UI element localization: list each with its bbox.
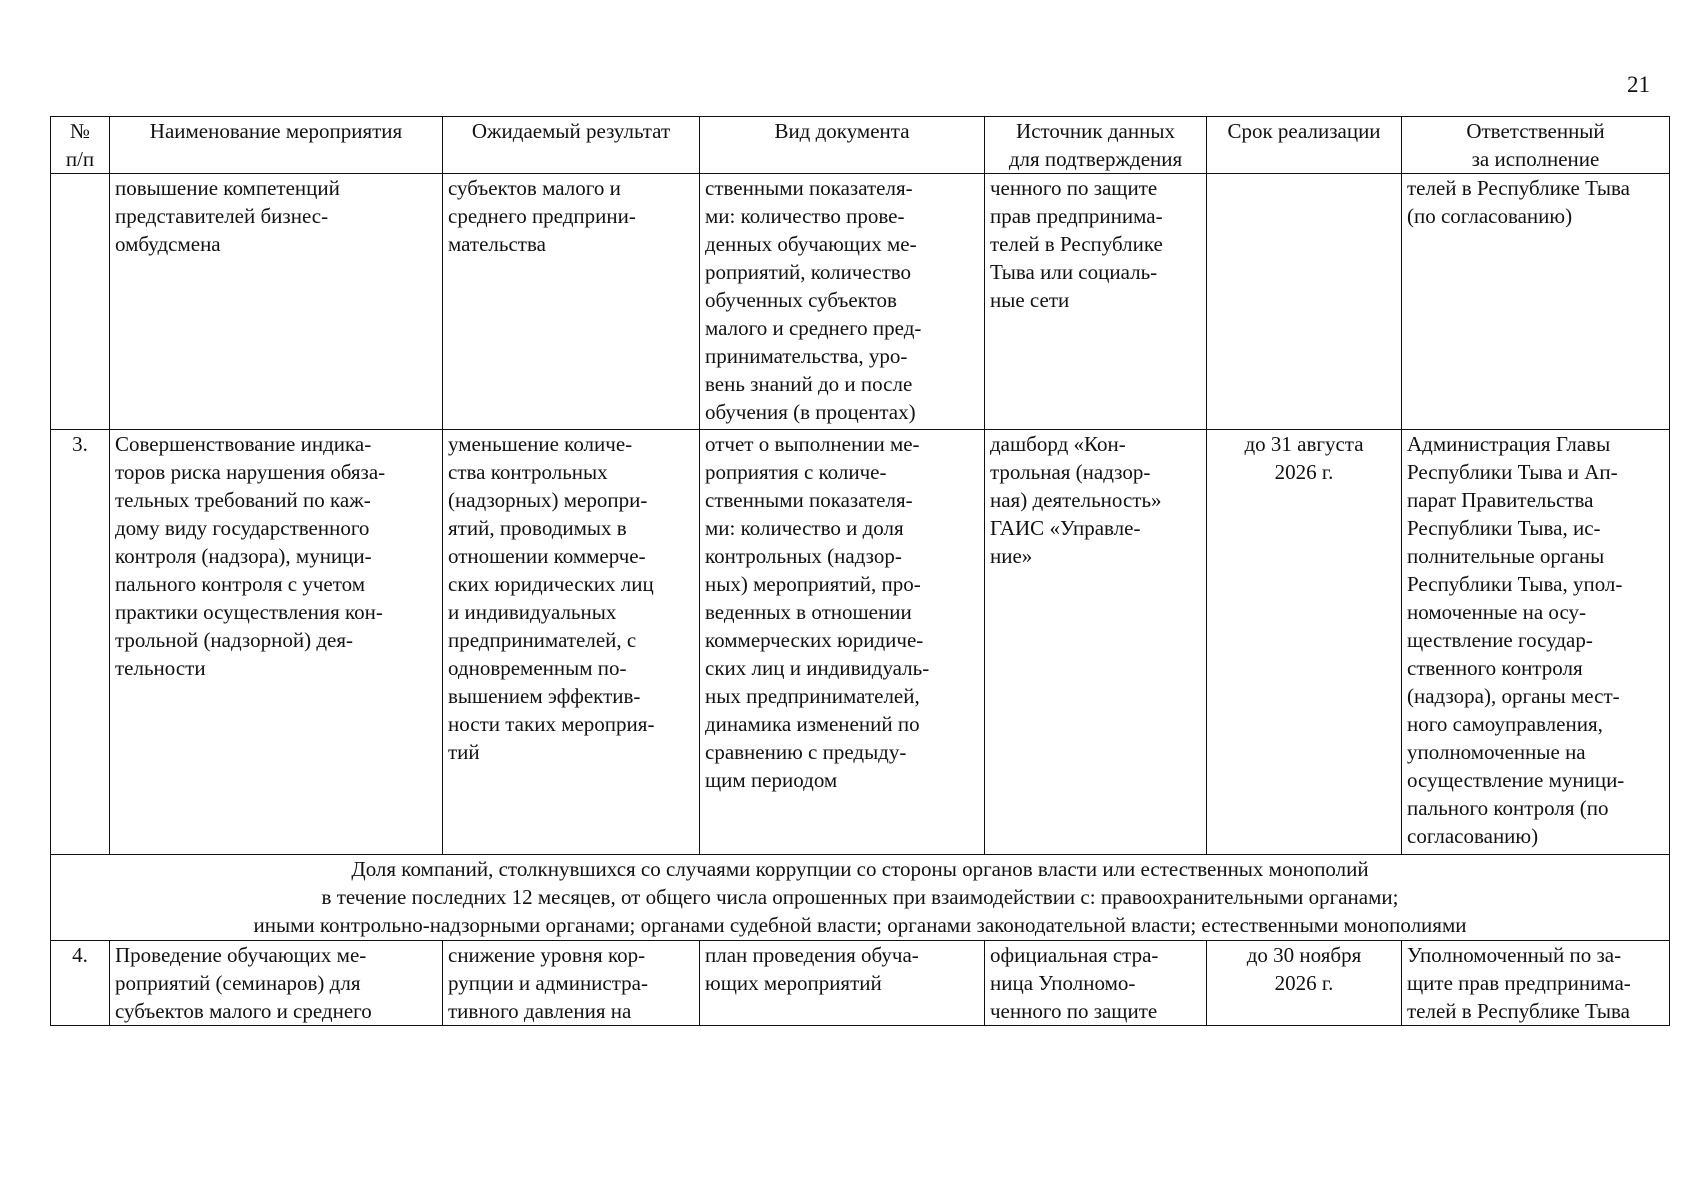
cell-source: официальная стра- ница Уполномо- ченного по защите [985, 941, 1207, 1026]
cell-deadline: до 30 ноября 2026 г. [1207, 941, 1402, 1026]
cell-result: уменьшение количе- ства контрольных (надзорных) меропри- ятий, проводимых в отношении коммерче- ских юридических лиц и индивидуальных предпринимателей, с одновременным по- вышением эффектив- ности таких мероприя- тий [443, 430, 700, 855]
table-row [51, 430, 1670, 855]
section-header-row [51, 855, 1670, 941]
cell-name: Совершенствование индика- торов риска нарушения обяза- тельных требований по каж- дому виду государственного контроля (надзора), муници- пального контроля с учетом практики осуществления кон- трольной (надзорной) дея- тельности [110, 430, 443, 855]
section-header: Доля компаний, столкнувшихся со случаями коррупции со стороны органов власти или естественных монополий в течение последних 12 месяцев, от общего числа опрошенных при взаимодействии с: правоохранительными органами; иными контрольно-надзорными органами; органами судебной власти; органами законодательной власти; естественными монополиями [51, 855, 1670, 941]
table-row [51, 941, 1670, 1026]
cell-num: 4. [51, 941, 110, 1026]
cell-doc-type: отчет о выполнении ме- роприятия с количе- ственными показателя- ми: количество и доля контрольных (надзор- ных) мероприятий, про- веденных в отношении коммерческих юридиче- ских лиц и индивидуаль- ных предпринимателей, динамика изменений по сравнению с предыду- щим периодом [700, 430, 985, 855]
cell-name: Проведение обучающих ме- роприятий (семинаров) для субъектов малого и среднего [110, 941, 443, 1026]
cell-num: 3. [51, 430, 110, 855]
cell-num [51, 174, 110, 430]
cell-source: ченного по защите прав предпринима- телей в Республике Тыва или социаль- ные сети [985, 174, 1207, 430]
table-header-row [51, 117, 1670, 174]
table-row [51, 174, 1670, 430]
header-doc-type: Вид документа [700, 117, 985, 174]
cell-result: субъектов малого и среднего предприни- мательства [443, 174, 700, 430]
measures-table [50, 116, 1670, 1026]
cell-doc-type: план проведения обуча- ющих мероприятий [700, 941, 985, 1026]
cell-result: снижение уровня кор- рупции и администра- тивного давления на [443, 941, 700, 1026]
header-result: Ожидаемый результат [443, 117, 700, 174]
header-num: № п/п [51, 117, 110, 174]
cell-name: повышение компетенций представителей бизнес- омбудсмена [110, 174, 443, 430]
header-responsible: Ответственный за исполнение [1402, 117, 1670, 174]
cell-deadline [1207, 174, 1402, 430]
cell-doc-type: ственными показателя- ми: количество прове- денных обучающих ме- роприятий, количество обученных субъектов малого и среднего пред- принимательства, уро- вень знаний до и после обучения (в процентах) [700, 174, 985, 430]
header-deadline: Срок реализации [1207, 117, 1402, 174]
cell-responsible: Уполномоченный по за- щите прав предпринима- телей в Республике Тыва [1402, 941, 1670, 1026]
header-name: Наименование мероприятия [110, 117, 443, 174]
page-number: 21 [1627, 72, 1650, 97]
cell-deadline: до 31 августа 2026 г. [1207, 430, 1402, 855]
header-source: Источник данных для подтверждения [985, 117, 1207, 174]
cell-source: дашборд «Кон- трольная (надзор- ная) деятельность» ГАИС «Управле- ние» [985, 430, 1207, 855]
cell-responsible: телей в Республике Тыва (по согласованию) [1402, 174, 1670, 430]
cell-responsible: Администрация Главы Республики Тыва и Ап- парат Правительства Республики Тыва, ис- полнительные органы Республики Тыва, упол- номоченные на осу- ществление государ- ственного контроля (надзора), органы мест- ного самоуправления, уполномоченные на осуществление муници- пального контроля (по согласованию) [1402, 430, 1670, 855]
